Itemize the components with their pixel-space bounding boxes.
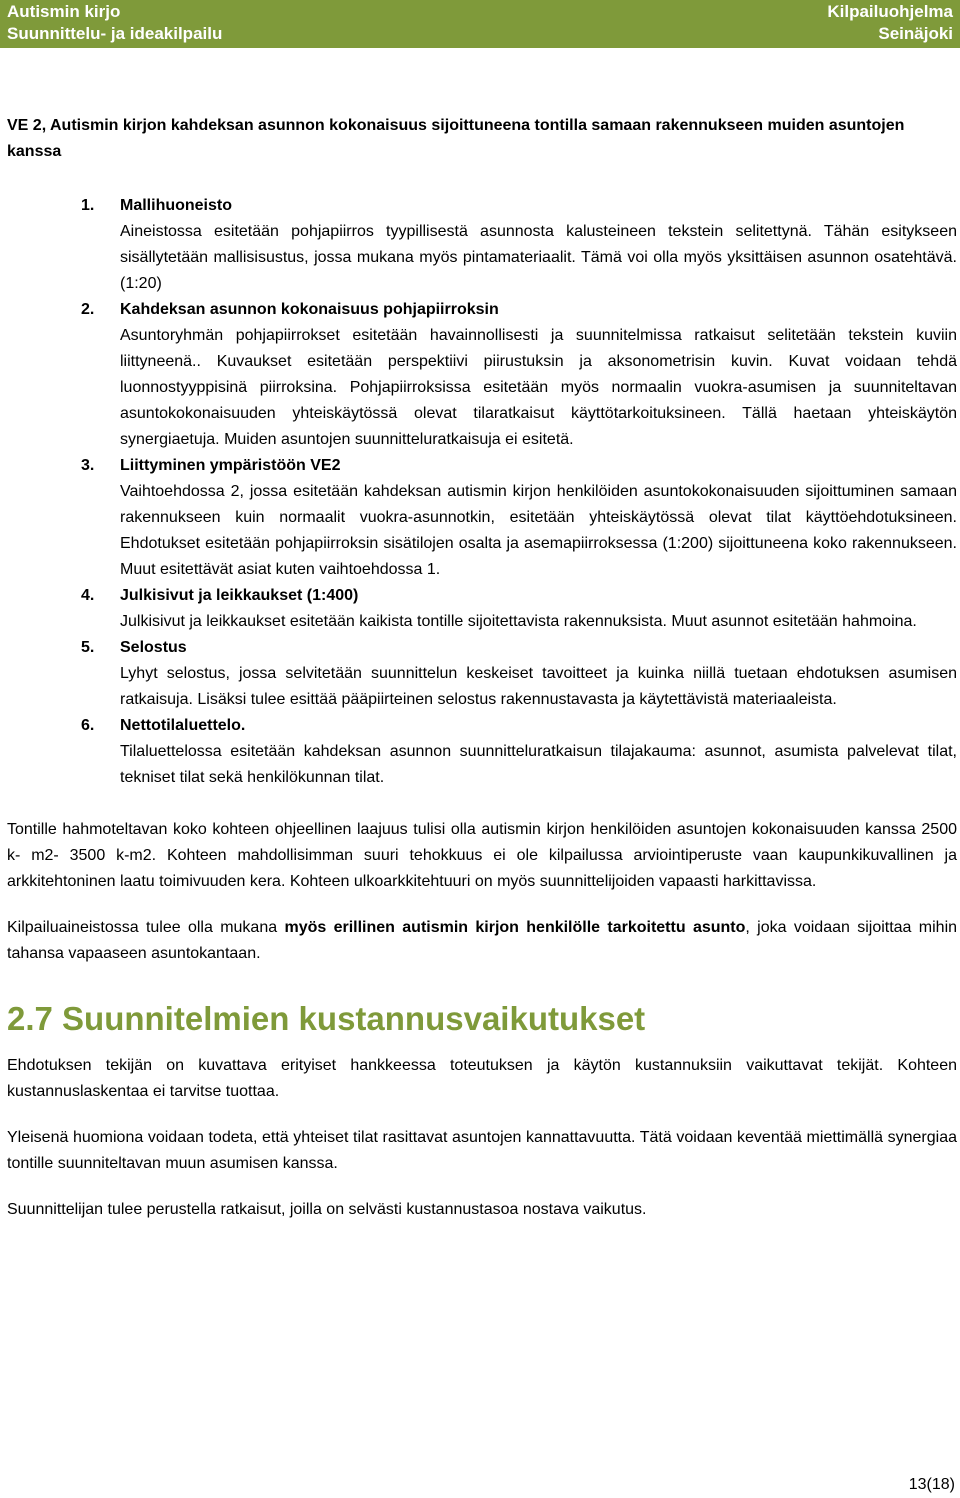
page-number: 13(18) [908, 1476, 955, 1493]
header-subtitle: Suunnittelu- ja ideakilpailu [7, 24, 223, 43]
document-body [7, 113, 957, 1223]
page-header [0, 0, 960, 48]
paragraph-text-bold: myös erillinen autismin kirjon henkilölle tarkoitettu asunto [284, 919, 746, 936]
list-item [7, 583, 957, 635]
list-item-number: 5. [81, 639, 95, 656]
section-heading: 2.7 Suunnitelmien kustannusvaikutukset [7, 1000, 646, 1037]
list-item-number: 3. [81, 457, 95, 474]
cost-paragraph-1: Ehdotuksen tekijän on kuvattava erityiset hankkeessa toteutuksen ja käytön kustannuksiin vaikuttavat tekijät. Kohteen kustannuslaskentaa ei tarvitse tuottaa. [7, 1057, 957, 1100]
list-item-number: 1. [81, 197, 95, 214]
list-item-body: Lyhyt selostus, jossa selvitetään suunnittelun keskeiset tavoitteet ja kuinka niillä tuetaan ehdotuksen asumisen ratkaisuja. Lisäksi tulee esittää pääpiirteinen selostus rakennustavasta ja käytettävistä materiaaleista. [120, 665, 957, 708]
list-item [7, 713, 957, 791]
list-item-body: Tilaluettelossa esitetään kahdeksan asunnon suunnitteluratkaisun tilajakauma: asunnot, asumista palvelevat tilat, tekniset tilat sekä henkilökunnan tilat. [120, 743, 957, 786]
list-item-title: Julkisivut ja leikkaukset (1:400) [120, 587, 359, 604]
list-item-body: Asuntoryhmän pohjapiirrokset esitetään havainnollisesti ja suunnitelmissa ratkaisut selitetään tekstein kuviin liittyneenä.. Kuvaukset esitetään perspektiivi piirustuksin ja aksonometrisin kuvin. Kuvat voidaan tehdä luonnostyyppisinä piirroksina. Pohjapiirroksissa esitetään myös normaalin vuokra-asumisen ja suunniteltavan asuntokokonaisuuden yhteiskäytössä olevat tilaratkaisut käyttötarkoituksineen. Tällä haetaan yhteiskäytön synergiaetuja. Muiden asuntojen suunnitteluratkaisuja ei esitetä. [120, 327, 957, 448]
cost-paragraph-3: Suunnittelijan tulee perustella ratkaisut, joilla on selvästi kustannustasoa nostava vaikutus. [7, 1201, 647, 1218]
header-doc-type: Kilpailuohjelma [827, 2, 953, 21]
list-item-title: Selostus [120, 639, 187, 656]
list-item-body: Vaihtoehdossa 2, jossa esitetään kahdeksan autismin kirjon henkilöiden asuntokokonaisuuden sijoittuminen samaan rakennukseen kuin normaalit vuokra-asunnotkin, esitetään yhteiskäytössä olevat tilat käyttöehdotuksineen. Ehdotukset esitetään pohjapiirroksin sisätilojen osalta ja asemapiirroksessa (1:200) sijoittuneena koko rakennukseen. Muut esitettävät asiat kuten vaihtoehdossa 1. [120, 483, 957, 578]
list-item-number: 6. [81, 717, 95, 734]
scope-paragraph: Tontille hahmoteltavan koko kohteen ohjeellinen laajuus tulisi olla autismin kirjon henkilöiden asuntojen kokonaisuuden kanssa 2500 k- m2- 3500 k-m2. Kohteen mahdollisimman suuri tehokkuus ei ole kilpailussa arviointiperuste vaan kaupunkikuvallinen ja arkkitehtoninen laatu toimivuuden kera. Kohteen ulkoarkkitehtuuri on myös suunnittelijoiden vapaasti harkittavissa. [7, 821, 957, 890]
header-location: Seinäjoki [878, 24, 953, 43]
intro-heading: VE 2, Autismin kirjon kahdeksan asunnon kokonaisuus sijoittuneena tontilla samaan rakennukseen muiden asuntojen kanssa [7, 117, 905, 160]
cost-paragraph-2: Yleisenä huomiona voidaan todeta, että yhteiset tilat rasittavat asuntojen kannattavuutta. Tätä voidaan keventää miettimällä synergiaa tontille suunniteltavan muun asumisen kanssa. [7, 1129, 957, 1172]
list-item-title: Kahdeksan asunnon kokonaisuus pohjapiirroksin [120, 301, 499, 318]
list-item-title: Mallihuoneisto [120, 197, 232, 214]
list-item-number: 4. [81, 587, 95, 604]
header-right [827, 1, 953, 45]
separate-apartment-paragraph [7, 915, 957, 967]
paragraph-text-pre: Kilpailuaineistossa tulee olla mukana [7, 919, 285, 936]
paragraph-text-post: , joka voidaan sijoittaa mihin tahansa vapaaseen asuntokantaan. [7, 919, 958, 962]
list-item-title: Nettotilaluettelo. [120, 717, 246, 734]
list-item [7, 193, 957, 297]
list-item-body: Julkisivut ja leikkaukset esitetään kaikista tontille sijoitettavista rakennuksista. Muut asunnot esitetään hahmoina. [120, 613, 917, 630]
requirements-list [7, 193, 957, 791]
list-item-number: 2. [81, 301, 95, 318]
header-left [7, 1, 222, 45]
list-item-title: Liittyminen ympäristöön VE2 [120, 457, 341, 474]
list-item [7, 635, 957, 713]
list-item [7, 297, 957, 453]
list-item [7, 453, 957, 583]
list-item-body: Aineistossa esitetään pohjapiirros tyypillisestä asunnosta kalusteineen tekstein selitettynä. Tähän esitykseen sisällytetään mallisisustus, jossa mukana myös pintamateriaalit. Tämä voi olla myös yksittäisen asunnon osatehtävä. (1:20) [120, 223, 957, 292]
header-title: Autismin kirjo [7, 2, 121, 21]
